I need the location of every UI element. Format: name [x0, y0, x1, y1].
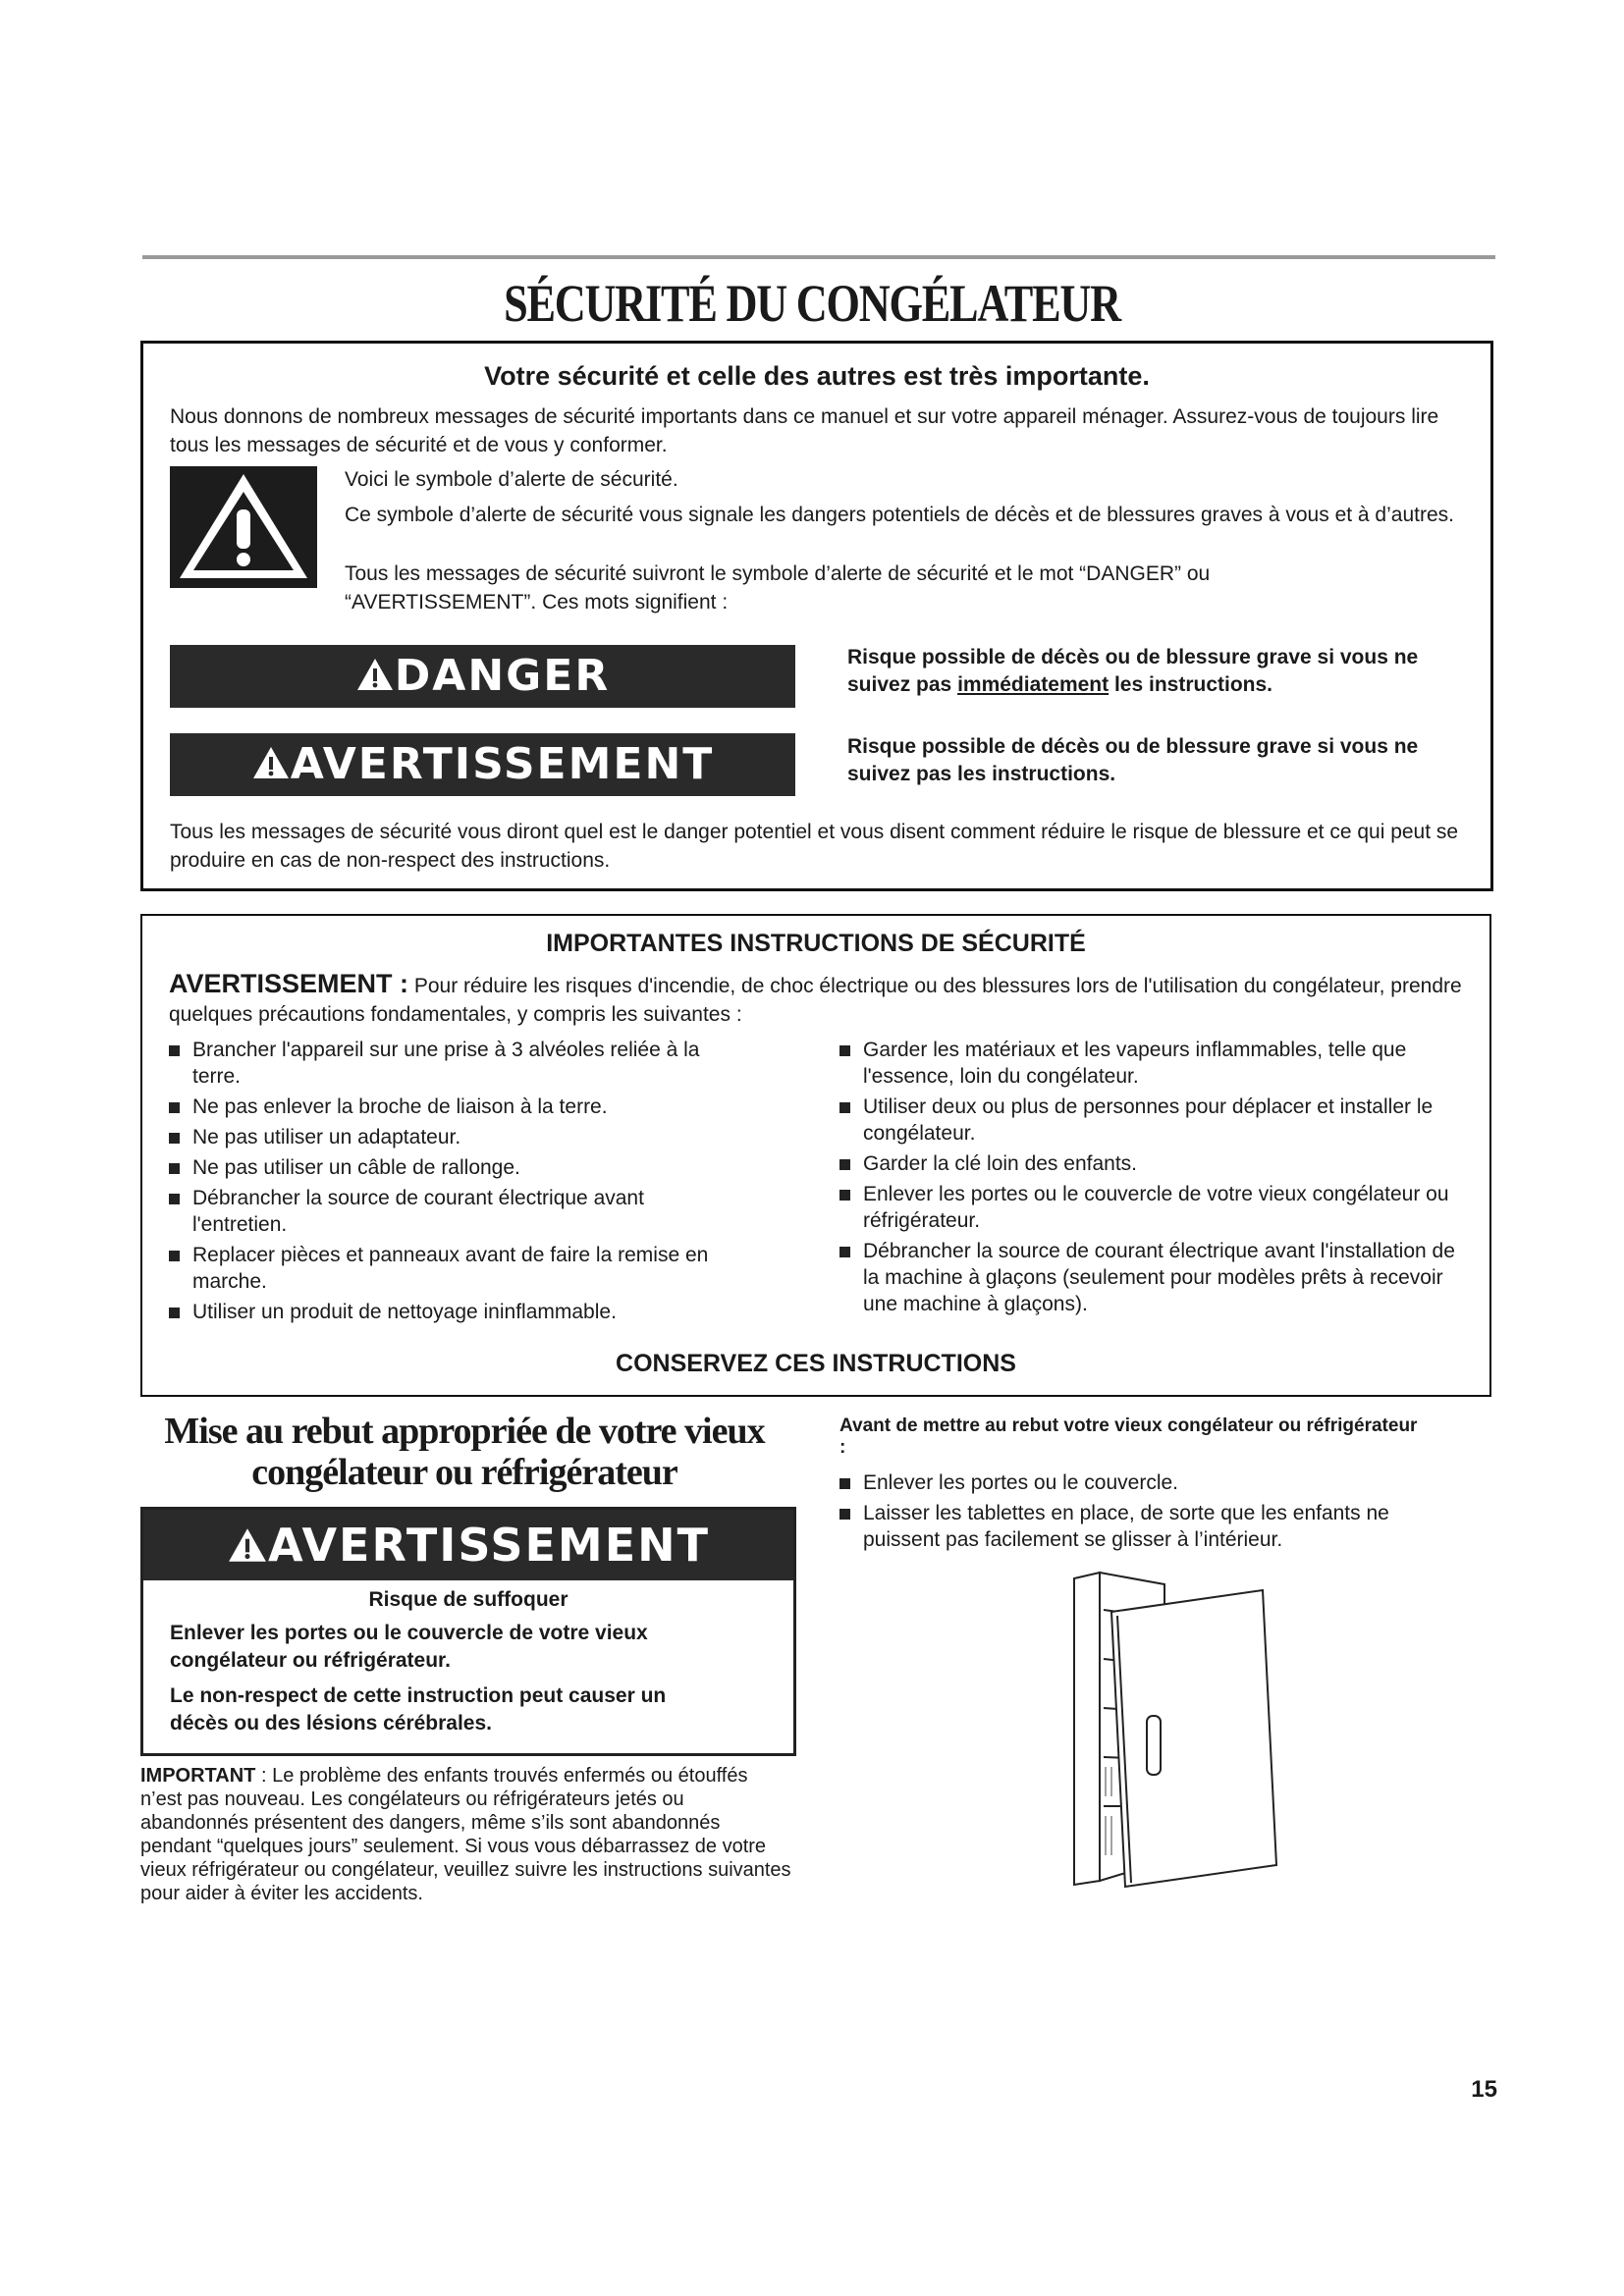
disposal-title-line2: congélateur ou réfrigérateur: [251, 1452, 677, 1493]
list-item: [839, 1094, 1458, 1147]
symbol-text-1: Voici le symbole d’alerte de sécurité.: [345, 468, 678, 491]
alert-triangle-icon: [227, 1526, 268, 1564]
symbol-text-2: Ce symbole d’alerte de sécurité vous signale les dangers potentiels de décès et de blessures graves à vous et à d’autres.: [345, 504, 1454, 526]
safety-box: [140, 341, 1493, 891]
important-label: IMPORTANT: [140, 1765, 256, 1787]
danger-desc-underlined: immédiatement: [957, 673, 1110, 696]
warning-triangle-icon: [170, 466, 317, 588]
bullet-square-icon: [169, 1102, 180, 1113]
instructions-footer: CONSERVEZ CES INSTRUCTIONS: [616, 1350, 1016, 1377]
list-item-text: Ne pas enlever la broche de liaison à la terre.: [192, 1095, 608, 1118]
list-item: [839, 1037, 1458, 1090]
important-paragraph: [140, 1764, 793, 1905]
list-item: [839, 1500, 1448, 1553]
bullet-square-icon: [839, 1102, 850, 1113]
warning-label: AVERTISSEMENT: [290, 739, 715, 789]
list-item-text: Enlever les portes ou le couvercle de votre vieux congélateur ou réfrigérateur.: [863, 1183, 1449, 1232]
instructions-warning-label: AVERTISSEMENT :: [169, 969, 409, 998]
bullet-square-icon: [169, 1251, 180, 1261]
list-item: [169, 1185, 738, 1238]
disposal-title: [140, 1411, 788, 1493]
open-freezer-icon: [1070, 1571, 1286, 1895]
instructions-heading: IMPORTANTES INSTRUCTIONS DE SÉCURITÉ: [546, 930, 1086, 957]
symbol-text-3: Tous les messages de sécurité suivront le symbole d’alerte de sécurité et le mot “DANGER” ou “AVERTISSEMENT”. Ces mots signifient :: [345, 562, 1211, 614]
bullet-square-icon: [169, 1308, 180, 1318]
instructions-left-list: [169, 1037, 738, 1329]
list-item-text: Débrancher la source de courant électrique avant l'entretien.: [192, 1187, 644, 1236]
list-item: [169, 1242, 738, 1295]
list-item-text: Laisser les tablettes en place, de sorte que les enfants ne puissent pas facilement se glisser à l’intérieur.: [863, 1502, 1389, 1551]
list-item-text: Garder les matériaux et les vapeurs inflammables, telle que l'essence, loin du congélateur.: [863, 1039, 1407, 1088]
risk-heading: Risque de suffoquer: [368, 1588, 568, 1611]
alert-triangle-icon: [355, 657, 395, 692]
bullet-square-icon: [169, 1194, 180, 1204]
danger-label: DANGER: [394, 651, 611, 701]
bullet-square-icon: [839, 1478, 850, 1489]
bullet-square-icon: [839, 1247, 850, 1257]
freezer-illustration: [1070, 1571, 1286, 1895]
instructions-right-list: [839, 1037, 1458, 1321]
disposal-title-line1: Mise au rebut appropriée de votre vieux: [164, 1411, 765, 1452]
list-item: [169, 1154, 738, 1181]
list-item: [169, 1094, 738, 1120]
suffocation-warning-box: [140, 1507, 796, 1756]
suffocation-warning-banner: [143, 1510, 793, 1580]
list-item: [169, 1037, 738, 1090]
safety-intro: Nous donnons de nombreux messages de sécurité importants dans ce manuel et sur votre appareil ménager. Assurez-vous de toujours lire tous les messages de sécurité et de vous y conformer.: [170, 405, 1439, 456]
safety-alert-symbol: [170, 466, 317, 588]
list-item-text: Brancher l'appareil sur une prise à 3 alvéoles reliée à la terre.: [192, 1039, 700, 1088]
disposal-right-heading: Avant de mettre au rebut votre vieux congélateur ou réfrigérateur :: [839, 1415, 1418, 1458]
list-item: [839, 1181, 1458, 1234]
risk-text-1: Enlever les portes ou le couvercle de votre vieux congélateur ou réfrigérateur.: [170, 1622, 648, 1672]
top-rule: [142, 255, 1495, 259]
bullet-square-icon: [839, 1159, 850, 1170]
instructions-warning-text: Pour réduire les risques d'incendie, de choc électrique ou des blessures lors de l'utilisation du congélateur, prendre quelques précautions fondamentales, y compris les suivantes :: [169, 975, 1462, 1026]
danger-desc-part1: Risque possible de décès ou de blessure grave si vous ne suivez pas: [847, 646, 1419, 696]
safety-footer: Tous les messages de sécurité vous diront quel est le danger potentiel et vous disent comment réduire le risque de blessure et ce qui peut se produire en cas de non-respect des instructions.: [170, 821, 1459, 872]
list-item-text: Replacer pièces et panneaux avant de faire la remise en marche.: [192, 1244, 709, 1293]
bullet-square-icon: [169, 1133, 180, 1144]
warning-description: Risque possible de décès ou de blessure grave si vous ne suivez pas les instructions.: [847, 735, 1419, 785]
list-item-text: Utiliser deux ou plus de personnes pour déplacer et installer le congélateur.: [863, 1095, 1434, 1145]
bullet-square-icon: [169, 1045, 180, 1056]
warning-banner: [170, 733, 795, 796]
list-item: [839, 1150, 1458, 1177]
list-item-text: Utiliser un produit de nettoyage ininflammable.: [192, 1301, 617, 1323]
bullet-square-icon: [839, 1045, 850, 1056]
list-item: [169, 1299, 738, 1325]
list-item-text: Ne pas utiliser un adaptateur.: [192, 1126, 461, 1148]
list-item-text: Ne pas utiliser un câble de rallonge.: [192, 1156, 520, 1179]
bullet-square-icon: [169, 1163, 180, 1174]
page-title: SÉCURITÉ DU CONGÉLATEUR: [504, 274, 1120, 333]
danger-desc-part2: les instructions.: [1113, 673, 1273, 696]
list-item: [839, 1238, 1458, 1317]
instructions-box: [140, 914, 1491, 1397]
suffocation-warning-label: AVERTISSEMENT: [267, 1519, 711, 1572]
list-item: [169, 1124, 738, 1150]
bullet-square-icon: [839, 1509, 850, 1520]
list-item-text: Débrancher la source de courant électrique avant l'installation de la machine à glaçons (seulement pour modèles prêts à recevoir une machine à glaçons).: [863, 1240, 1455, 1315]
danger-banner: [170, 645, 795, 708]
instructions-warning: [169, 970, 1465, 1029]
disposal-steps-list: [839, 1469, 1448, 1557]
list-item: [839, 1469, 1448, 1496]
important-text: : Le problème des enfants trouvés enfermés ou étouffés n’est pas nouveau. Les congélateurs ou réfrigérateurs jetés ou abandonnés présentent des dangers, même s’ils sont abandonnés pendant “quelques jours” seulement. Si vous vous débarrassez de votre vieux réfrigérateur ou congélateur, veuillez suivre les instructions suivantes pour aider à éviter les accidents.: [140, 1765, 791, 1904]
list-item-text: Enlever les portes ou le couvercle.: [863, 1471, 1178, 1494]
risk-text-2: Le non-respect de cette instruction peut causer un décès ou des lésions cérébrales.: [170, 1684, 667, 1735]
page-number: 15: [1471, 2076, 1497, 2103]
danger-description: [847, 644, 1476, 699]
safety-heading: Votre sécurité et celle des autres est très importante.: [484, 361, 1150, 391]
bullet-square-icon: [839, 1190, 850, 1201]
list-item-text: Garder la clé loin des enfants.: [863, 1152, 1137, 1175]
alert-triangle-icon: [251, 745, 291, 780]
